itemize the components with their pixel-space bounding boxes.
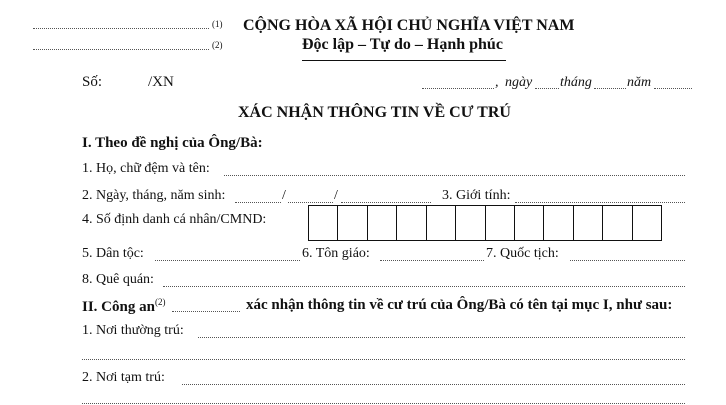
national-title: CỘNG HÒA XÃ HỘI CHỦ NGHĨA VIỆT NAM [243, 17, 575, 34]
id-number-label: 4. Số định danh cá nhân/CMND: [82, 212, 267, 227]
dob-day-field[interactable] [235, 202, 281, 203]
id-digit-cell[interactable] [603, 206, 632, 240]
id-digit-cell[interactable] [633, 206, 661, 240]
id-digit-cell[interactable] [456, 206, 485, 240]
section1-heading: I. Theo đề nghị của Ông/Bà: [82, 135, 263, 151]
id-digit-cell[interactable] [309, 206, 338, 240]
place-sep: , [495, 75, 499, 90]
national-motto: Độc lập – Tự do – Hạnh phúc [302, 36, 503, 53]
hometown-label: 8. Quê quán: [82, 272, 154, 287]
id-digit-cell[interactable] [368, 206, 397, 240]
authority-line-1[interactable] [33, 28, 209, 29]
gender-field[interactable] [515, 202, 685, 203]
temporary-residence-field-2[interactable] [82, 403, 685, 404]
temporary-residence-field[interactable] [182, 384, 685, 385]
id-number-boxes[interactable] [308, 205, 662, 241]
motto-underline [302, 60, 506, 61]
id-digit-cell[interactable] [574, 206, 603, 240]
id-digit-cell[interactable] [427, 206, 456, 240]
place-field[interactable] [422, 88, 494, 89]
full-name-label: 1. Họ, chữ đệm và tên: [82, 161, 210, 176]
document-title: XÁC NHẬN THÔNG TIN VỀ CƯ TRÚ [238, 104, 511, 121]
nationality-field[interactable] [570, 260, 685, 261]
permanent-residence-label: 1. Nơi thường trú: [82, 323, 184, 338]
id-digit-cell[interactable] [486, 206, 515, 240]
id-digit-cell[interactable] [544, 206, 573, 240]
temporary-residence-label: 2. Nơi tạm trú: [82, 370, 165, 385]
dob-year-field[interactable] [341, 202, 431, 203]
month-label: tháng [560, 75, 592, 90]
ethnicity-label: 5. Dân tộc: [82, 246, 144, 261]
year-label: năm [627, 75, 652, 90]
day-field[interactable] [535, 88, 559, 89]
permanent-residence-field[interactable] [198, 337, 685, 338]
number-suffix: /XN [148, 74, 174, 90]
permanent-residence-field-2[interactable] [82, 359, 685, 360]
section2-heading-suffix: xác nhận thông tin về cư trú của Ông/Bà có tên tại mục I, như sau: [246, 297, 673, 313]
day-label: ngày [505, 75, 533, 90]
month-field[interactable] [594, 88, 626, 89]
gender-label: 3. Giới tính: [442, 188, 511, 203]
section2-ref: (2) [154, 297, 166, 307]
ethnicity-field[interactable] [155, 260, 300, 261]
authority-ref-2: (2) [212, 40, 223, 50]
religion-label: 6. Tôn giáo: [302, 246, 370, 261]
id-digit-cell[interactable] [397, 206, 426, 240]
number-label: Số: [82, 74, 103, 90]
dob-label: 2. Ngày, tháng, năm sinh: [82, 188, 226, 203]
dob-sep-1: / [282, 188, 286, 203]
dob-month-field[interactable] [288, 202, 333, 203]
authority-line-2[interactable] [33, 49, 209, 50]
religion-field[interactable] [380, 260, 484, 261]
section2-heading [82, 297, 165, 316]
id-digit-cell[interactable] [338, 206, 367, 240]
hometown-field[interactable] [163, 286, 685, 287]
full-name-field[interactable] [224, 175, 685, 176]
dob-sep-2: / [334, 188, 338, 203]
section2-heading-prefix: II. Công an [82, 299, 155, 315]
year-field[interactable] [654, 88, 692, 89]
authority-ref-1: (1) [212, 19, 223, 29]
police-unit-field[interactable] [172, 311, 240, 312]
nationality-label: 7. Quốc tịch: [486, 246, 559, 261]
id-digit-cell[interactable] [515, 206, 544, 240]
